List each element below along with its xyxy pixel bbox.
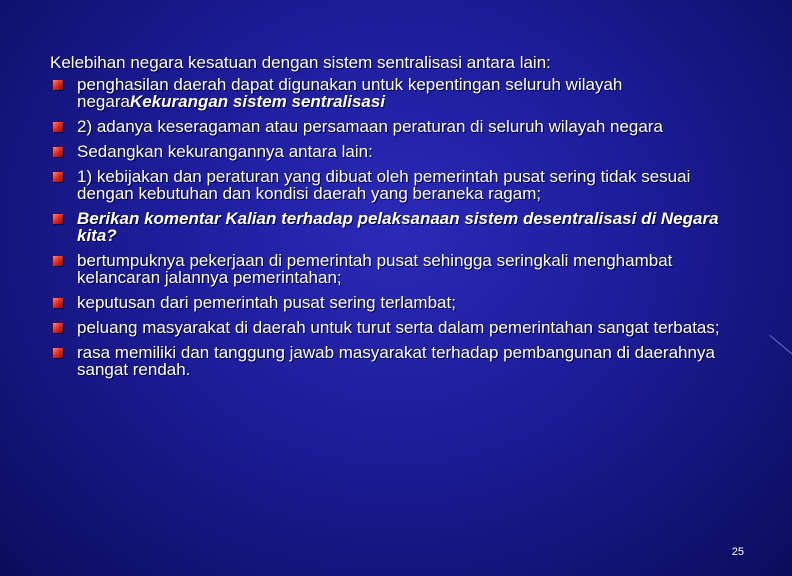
red-square-bullet-icon <box>53 172 63 182</box>
list-item <box>50 344 750 378</box>
list-item-text: Sedangkan kekurangannya antara lain: <box>77 142 373 161</box>
list-item <box>50 210 750 244</box>
list-item <box>50 168 750 202</box>
list-item-emphasis: Berikan komentar Kalian terhadap pelaksanaan sistem desentralisasi di Negara kita? <box>77 209 719 245</box>
red-square-bullet-icon <box>53 147 63 157</box>
list-item <box>50 319 750 336</box>
list-item-emphasis: Kekurangan sistem sentralisasi <box>129 92 386 111</box>
list-item-text: rasa memiliki dan tanggung jawab masyarakat terhadap pembangunan di daerahnya sangat rendah. <box>77 343 715 379</box>
list-item-text: bertumpuknya pekerjaan di pemerintah pusat sehingga seringkali menghambat kelancaran jalannya pemerintahan; <box>77 251 673 287</box>
red-square-bullet-icon <box>53 214 63 224</box>
list-item <box>50 76 750 110</box>
bullet-list <box>50 76 750 378</box>
list-item <box>50 143 750 160</box>
decorative-line <box>770 335 792 361</box>
list-item-text: 1) kebijakan dan peraturan yang dibuat oleh pemerintah pusat sering tidak sesuai dengan kebutuhan dan kondisi daerah yang beraneka ragam; <box>77 167 691 203</box>
red-square-bullet-icon <box>53 122 63 132</box>
red-square-bullet-icon <box>53 323 63 333</box>
list-item-text: 2) adanya keseragaman atau persamaan peraturan di seluruh wilayah negara <box>77 117 663 136</box>
red-square-bullet-icon <box>53 80 63 90</box>
list-item <box>50 252 750 286</box>
red-square-bullet-icon <box>53 348 63 358</box>
intro-text: Kelebihan negara kesatuan dengan sistem sentralisasi antara lain: <box>50 53 551 72</box>
list-item-text: penghasilan daerah dapat digunakan untuk kepentingan seluruh wilayah negara <box>77 75 623 111</box>
red-square-bullet-icon <box>53 298 63 308</box>
list-item <box>50 118 750 135</box>
list-item-text: keputusan dari pemerintah pusat sering terlambat; <box>77 293 456 312</box>
list-item <box>50 294 750 311</box>
list-item-text: peluang masyarakat di daerah untuk turut serta dalam pemerintahan sangat terbatas; <box>77 318 720 337</box>
slide-content <box>50 52 750 386</box>
page-number: 25 <box>731 546 744 558</box>
red-square-bullet-icon <box>53 256 63 266</box>
